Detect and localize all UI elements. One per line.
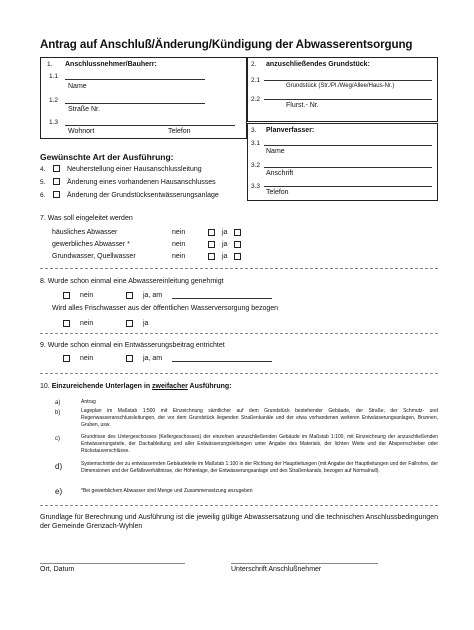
sec7-row-label: Grundwasser, Quellwasser [52, 253, 136, 260]
no-label: nein [80, 320, 94, 327]
box2-header: anzuschließendes Grundstück: [266, 61, 370, 68]
place-date-field[interactable] [40, 563, 185, 564]
box2-number: 2. [251, 61, 257, 68]
city-label: Wohnort [68, 128, 95, 135]
yes-label: ja [222, 229, 228, 236]
domestic-no-checkbox[interactable] [208, 229, 215, 236]
section-divider [40, 505, 438, 506]
document-item: Systemschnitte der zu entwässernden Gebäudeteile im Maßstab 1:100 in der Richtung der Hauptleitungen (mit Angabe der Hauptleitungen und der Fallrohre, der Dimensionen und der Gefällsverhältnisse, der Höhenlage, der Entwässerungsanlage und des Straßenkanals, bezogen auf Normalnull). [81, 461, 438, 474]
yes-label: ja [222, 253, 228, 260]
property-address-field[interactable] [264, 80, 432, 81]
yes-label: ja [143, 320, 149, 327]
item-letter: c) [55, 436, 60, 442]
execution-type-header: Gewünschte Art der Ausführung: [40, 152, 174, 162]
yes-label: ja [222, 241, 228, 248]
option-number: 6. [40, 192, 46, 199]
property-box [247, 57, 438, 122]
documents-header-text-end: Ausführung: [187, 383, 232, 390]
groundwater-no-checkbox[interactable] [208, 253, 215, 260]
change-drainage-checkbox[interactable] [53, 191, 60, 198]
planner-address-field[interactable] [264, 167, 432, 168]
form-title: Antrag auf Anschluß/Änderung/Kündigung der Abwasserentsorgung [40, 38, 413, 51]
domestic-yes-checkbox[interactable] [234, 229, 241, 236]
approval-date-field[interactable] [172, 298, 272, 299]
documents-header-emphasis: zweifacher [152, 383, 188, 390]
commercial-yes-checkbox[interactable] [234, 241, 241, 248]
new-connection-checkbox[interactable] [53, 165, 60, 172]
parcel-number-field[interactable] [264, 99, 432, 100]
planner-box [247, 123, 438, 201]
line-number: 1.3 [49, 119, 59, 126]
planner-name-label: Name [266, 148, 285, 155]
item-letter: d) [55, 462, 63, 471]
change-connection-checkbox[interactable] [53, 178, 60, 185]
commercial-no-checkbox[interactable] [208, 241, 215, 248]
document-item: Grundrisse des Untergeschosses (Kellergeschosses) der einzelnen anzuschließenden Gebäude im Maßstab 1:100, mit Einzeichnung der anzuschließenden Entwässerungsteile, der Dachableitung und aller Entwässerungsleitungen unter Angabe des Materials, der lichten Weite und der Absperrschieber oder Rückstauverschlüsse. [81, 434, 438, 454]
sec8-question: 8. Wurde schon einmal eine Abwassereinleitung genehmigt [40, 278, 224, 285]
line-number: 3.1 [251, 140, 261, 147]
document-item: Lageplan im Maßstab 1:500 mit Einzeichnung sämtlicher auf dem Grundstück bestehender Gebäude, der Straße, der Schmutz- und Regenwasseranschlussleitungen, der vor dem Grundstück liegenden Straßenkanäle und der etwa vorhandenen weiteren Entwässerungsanlagen, Brunnen, Gruben, usw. [81, 408, 438, 428]
city-phone-field[interactable] [65, 125, 235, 126]
planner-phone-label: Telefon [266, 189, 289, 196]
sec7-row-label: gewerbliches Abwasser * [52, 241, 130, 248]
property-address-label: Grundstück (Str./Pl./Weg/Allee/Haus-Nr.) [286, 83, 395, 89]
street-label: Straße Nr. [68, 106, 100, 113]
freshwater-no-checkbox[interactable] [63, 320, 70, 327]
option-number: 4. [40, 166, 46, 173]
no-label: nein [172, 241, 186, 248]
street-field[interactable] [65, 103, 205, 104]
contribution-yes-checkbox[interactable] [126, 355, 133, 362]
box1-number: 1. [47, 61, 53, 68]
legal-basis-text: Grundlage für Berechnung und Ausführung ist die jeweilig gültige Abwassersatzung und die technischen Anschlussbedingungen der Gemeinde Grenzach-Wyhlen [40, 514, 438, 530]
option-label: Änderung eines vorhandenen Hausanschlusses [67, 179, 216, 186]
line-number: 2.1 [251, 77, 261, 84]
groundwater-yes-checkbox[interactable] [234, 253, 241, 260]
name-field[interactable] [65, 79, 205, 80]
signature-label: Unterschrift Anschlußnehmer [231, 566, 322, 573]
documents-header-text: Einzureichende Unterlagen in [51, 383, 153, 390]
sec7-row-label: häusliches Abwasser [52, 229, 118, 236]
line-number: 2.2 [251, 96, 261, 103]
section-divider [40, 373, 438, 374]
approval-yes-checkbox[interactable] [126, 292, 133, 299]
line-number: 1.1 [49, 73, 59, 80]
document-item: *Bei gewerblichem Abwasser sind Menge und Zusammensetzung anzugeben [81, 488, 253, 494]
line-number: 1.2 [49, 97, 59, 104]
item-letter: b) [55, 410, 61, 416]
applicant-box [40, 57, 247, 139]
line-number: 3.2 [251, 162, 261, 169]
no-label: nein [80, 355, 94, 362]
signature-field[interactable] [231, 563, 378, 564]
planner-phone-field[interactable] [264, 186, 432, 187]
no-label: nein [172, 229, 186, 236]
section-divider [40, 268, 438, 269]
section-divider [40, 333, 438, 334]
place-date-label: Ort, Datum [40, 566, 75, 573]
approval-no-checkbox[interactable] [63, 292, 70, 299]
contribution-no-checkbox[interactable] [63, 355, 70, 362]
planner-address-label: Anschrift [266, 170, 294, 177]
planner-name-field[interactable] [264, 145, 432, 146]
box3-number: 3. [251, 127, 257, 134]
contribution-date-field[interactable] [172, 361, 272, 362]
item-letter: a) [55, 400, 61, 406]
name-label: Name [68, 83, 87, 90]
phone-label: Telefon [168, 128, 191, 135]
line-number: 3.3 [251, 183, 261, 190]
box3-header: Planverfasser: [266, 127, 315, 134]
freshwater-yes-checkbox[interactable] [126, 320, 133, 327]
yes-date-label: ja, am [143, 292, 163, 299]
document-item: Antrag [81, 399, 96, 405]
documents-header-num: 10. [40, 383, 52, 390]
yes-date-label: ja, am [143, 355, 163, 362]
documents-header [40, 383, 232, 390]
parcel-number-label: Flurst.- Nr. [286, 102, 319, 109]
option-number: 5. [40, 179, 46, 186]
box1-header: Anschlussnehmer/Bauherr: [65, 61, 157, 68]
option-label: Neuherstellung einer Hausanschlussleitung [67, 166, 202, 173]
item-letter: e) [55, 487, 63, 496]
sec7-question: 7. Was soll eingeleitet werden [40, 215, 133, 222]
no-label: nein [172, 253, 186, 260]
sec9-question: 9. Wurde schon einmal ein Entwässerungsbeitrag entrichtet [40, 342, 225, 349]
option-label: Änderung der Grundstücksentwässerungsanlage [67, 192, 219, 199]
sec8-question-2: Wird alles Frischwasser aus der öffentlichen Wasserversorgung bezogen [52, 305, 279, 312]
no-label: nein [80, 292, 94, 299]
